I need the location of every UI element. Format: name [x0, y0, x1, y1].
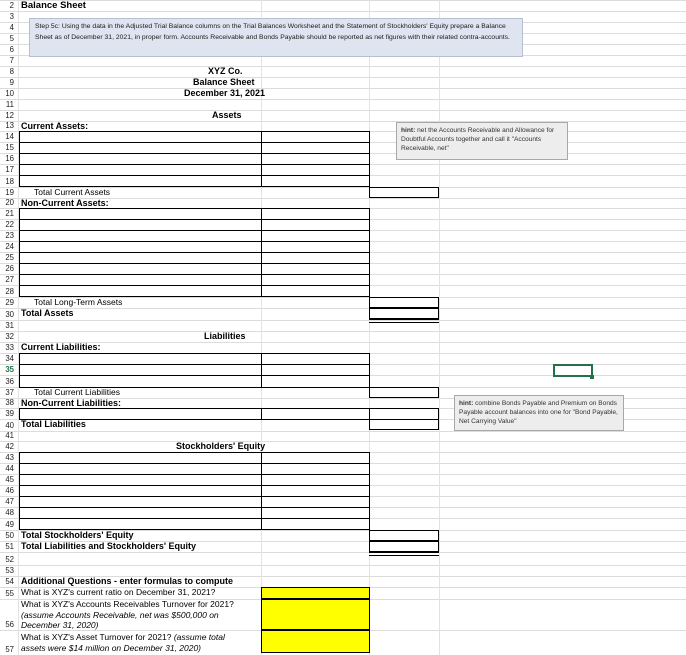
statement-name: Balance Sheet — [193, 77, 255, 87]
row-gridline — [0, 121, 686, 122]
row-number[interactable]: 2 — [9, 1, 14, 10]
row-number[interactable]: 52 — [5, 555, 14, 564]
row-number[interactable]: 54 — [5, 577, 14, 586]
current-assets-amounts-box[interactable] — [261, 131, 370, 187]
column-divider — [18, 0, 19, 655]
row-number[interactable]: 37 — [5, 388, 14, 397]
row-gridline — [0, 441, 686, 442]
answer-current-ratio[interactable] — [261, 587, 370, 599]
row-number[interactable]: 28 — [5, 287, 14, 296]
question-ar-turnover: What is XYZ's Accounts Receivables Turnover for 2021? — [21, 599, 234, 609]
total-assets-cell[interactable] — [369, 308, 439, 319]
row-number[interactable]: 57 — [5, 645, 14, 654]
total-equity-cell[interactable] — [369, 530, 439, 541]
row-number[interactable]: 51 — [5, 542, 14, 551]
cell-border — [19, 164, 370, 165]
row-gridline — [0, 331, 686, 332]
row-number[interactable]: 9 — [9, 78, 14, 87]
row-gridline — [0, 0, 686, 1]
double-underline — [369, 552, 439, 556]
cell-border — [19, 153, 370, 154]
fill-handle[interactable] — [590, 375, 594, 379]
liabilities-header: Liabilities — [204, 331, 246, 341]
row-number[interactable]: 5 — [9, 34, 14, 43]
row-gridline — [0, 342, 686, 343]
noncurrent-liabilities-label: Non-Current Liabilities: — [21, 398, 122, 408]
row-gridline — [0, 431, 686, 432]
row-number[interactable]: 16 — [5, 154, 14, 163]
total-current-liabilities-cell[interactable] — [369, 387, 439, 398]
row-gridline — [0, 66, 686, 67]
question-current-ratio: What is XYZ's current ratio on December 31, 2021? — [21, 587, 216, 597]
row-number[interactable]: 49 — [5, 520, 14, 529]
row-number[interactable]: 33 — [5, 343, 14, 352]
row-number[interactable]: 40 — [5, 421, 14, 430]
row-number[interactable]: 43 — [5, 453, 14, 462]
cell-border — [19, 364, 370, 365]
total-current-assets-label: Total Current Assets — [34, 187, 111, 197]
answer-ar-turnover[interactable] — [261, 599, 370, 630]
row-number[interactable]: 36 — [5, 377, 14, 386]
hint-text: combine Bonds Payable and Premium on Bonds Payable account balances into one for "Bond Payable, Net Carrying Value" — [459, 400, 618, 425]
cell-border — [19, 142, 370, 143]
row-number[interactable]: 13 — [5, 121, 14, 130]
row-number[interactable]: 45 — [5, 475, 14, 484]
row-number[interactable]: 48 — [5, 508, 14, 517]
total-longterm-assets-label: Total Long-Term Assets — [34, 297, 123, 307]
noncurrent-liabilities-amounts-box[interactable] — [261, 408, 370, 420]
row-number[interactable]: 34 — [5, 354, 14, 363]
row-number[interactable]: 31 — [5, 321, 14, 330]
row-number[interactable]: 4 — [9, 23, 14, 32]
cell-border — [19, 219, 370, 220]
row-number[interactable]: 12 — [5, 111, 14, 120]
row-number[interactable]: 11 — [5, 100, 14, 109]
instructions-note — [29, 18, 523, 57]
instructions-text: Step 5c: Using the data in the Adjusted Trial Balance columns on the Trial Balances Worksheet and the Statement of Stockholders' Equity prepare a Balance Sheet as of December 31, 2021, in proper form. Accounts Receivable and Bonds Payable should be reported as net figures with their related contra-accounts. — [35, 23, 510, 41]
row-number[interactable]: 10 — [5, 89, 14, 98]
sheet-title: Balance Sheet — [21, 0, 86, 11]
row-number[interactable]: 19 — [5, 188, 14, 197]
row-number[interactable]: 42 — [5, 442, 14, 451]
row-gridline — [0, 99, 686, 100]
row-number[interactable]: 50 — [5, 531, 14, 540]
equity-header: Stockholders' Equity — [176, 441, 266, 451]
current-assets-names-box[interactable] — [19, 131, 262, 187]
total-liabilities-equity-label: Total Liabilities and Stockholders' Equity — [21, 541, 196, 551]
cell-border — [19, 230, 370, 231]
row-number[interactable]: 21 — [5, 209, 14, 218]
assets-header: Assets — [212, 110, 242, 120]
row-number[interactable]: 35 — [5, 365, 14, 374]
row-number[interactable]: 25 — [5, 253, 14, 262]
statement-date: December 31, 2021 — [184, 88, 266, 98]
row-number[interactable]: 39 — [5, 409, 14, 418]
row-number[interactable]: 22 — [5, 220, 14, 229]
row-number[interactable]: 55 — [5, 589, 14, 598]
row-number[interactable]: 56 — [5, 620, 14, 629]
cell-border — [19, 518, 370, 519]
row-number[interactable]: 15 — [5, 143, 14, 152]
cell-border — [19, 507, 370, 508]
current-liabilities-names-box[interactable] — [19, 353, 262, 388]
questions-header: Additional Questions - enter formulas to compute — [21, 576, 234, 586]
answer-asset-turnover[interactable] — [261, 630, 370, 653]
current-liabilities-amounts-box[interactable] — [261, 353, 370, 388]
row-number[interactable]: 27 — [5, 275, 14, 284]
double-underline — [369, 319, 439, 323]
row-number[interactable]: 38 — [5, 398, 14, 407]
total-liabilities-label: Total Liabilities — [21, 419, 86, 429]
total-current-liabilities-label: Total Current Liabilities — [34, 387, 120, 397]
company-name: XYZ Co. — [208, 66, 243, 76]
cell-border — [19, 496, 370, 497]
row-gridline — [0, 11, 686, 12]
cell-border — [19, 463, 370, 464]
row-number[interactable]: 32 — [5, 332, 14, 341]
total-assets-label: Total Assets — [21, 308, 74, 318]
question-ar-turnover-note: (assume Accounts Receivable, net was $500,000 on — [21, 610, 219, 620]
row-number[interactable]: 14 — [5, 132, 14, 141]
question-asset-turnover-note: (assume total — [173, 632, 225, 642]
row-number[interactable]: 18 — [5, 177, 14, 186]
row-number[interactable]: 6 — [9, 45, 14, 54]
cell-border — [19, 485, 370, 486]
row-number[interactable]: 7 — [9, 56, 14, 65]
question-asset-turnover-note-2: assets were $14 million on December 31, 2020) — [21, 643, 202, 653]
current-assets-label: Current Assets: — [21, 121, 89, 131]
column-divider — [439, 0, 440, 655]
total-liabilities-cell[interactable] — [369, 419, 439, 430]
cell-border — [19, 263, 370, 264]
row-number[interactable]: 3 — [9, 12, 14, 21]
row-number[interactable]: 53 — [5, 566, 14, 575]
total-current-assets-cell[interactable] — [369, 187, 439, 198]
hint-text: net the Accounts Receivable and Allowance for Doubtful Accounts together and call it "Accounts Receivable, net" — [401, 127, 555, 152]
row-number[interactable]: 23 — [5, 231, 14, 240]
current-liabilities-label: Current Liabilities: — [21, 342, 101, 352]
row-gridline — [0, 88, 686, 89]
hint-label: hint: — [401, 127, 416, 134]
column-divider — [369, 0, 370, 655]
row-gridline — [0, 77, 686, 78]
cell-border — [19, 474, 370, 475]
cell-border — [19, 175, 370, 176]
row-number[interactable]: 44 — [5, 464, 14, 473]
hint-label: hint: — [459, 400, 474, 407]
row-number[interactable]: 26 — [5, 264, 14, 273]
cell-border — [19, 285, 370, 286]
question-asset-turnover — [21, 632, 225, 643]
row-gridline — [0, 552, 686, 553]
total-liabilities-equity-cell[interactable] — [369, 541, 439, 552]
cell-border — [19, 274, 370, 275]
question-ar-turnover-note-2: December 31, 2020) — [21, 620, 99, 630]
cell-border — [19, 375, 370, 376]
hint-receivables — [396, 122, 568, 160]
row-number[interactable]: 8 — [9, 67, 14, 76]
question-asset-turnover-text: What is XYZ's Asset Turnover for 2021? — [21, 632, 172, 642]
row-number[interactable]: 30 — [5, 310, 14, 319]
selected-cell[interactable] — [553, 364, 593, 377]
row-gridline — [0, 308, 686, 309]
hint-bonds — [454, 395, 624, 431]
row-number[interactable]: 29 — [5, 298, 14, 307]
total-longterm-assets-cell[interactable] — [369, 297, 439, 308]
total-equity-label: Total Stockholders' Equity — [21, 530, 134, 540]
cell-border — [19, 252, 370, 253]
row-number[interactable]: 41 — [5, 431, 14, 440]
row-number[interactable]: 46 — [5, 486, 14, 495]
row-number[interactable]: 17 — [5, 165, 14, 174]
row-number[interactable]: 24 — [5, 242, 14, 251]
row-gridline — [0, 110, 686, 111]
row-gridline — [0, 320, 686, 321]
noncurrent-assets-label: Non-Current Assets: — [21, 198, 109, 208]
row-number[interactable]: 47 — [5, 497, 14, 506]
row-number[interactable]: 20 — [5, 198, 14, 207]
row-gridline — [0, 565, 686, 566]
cell-border — [19, 241, 370, 242]
